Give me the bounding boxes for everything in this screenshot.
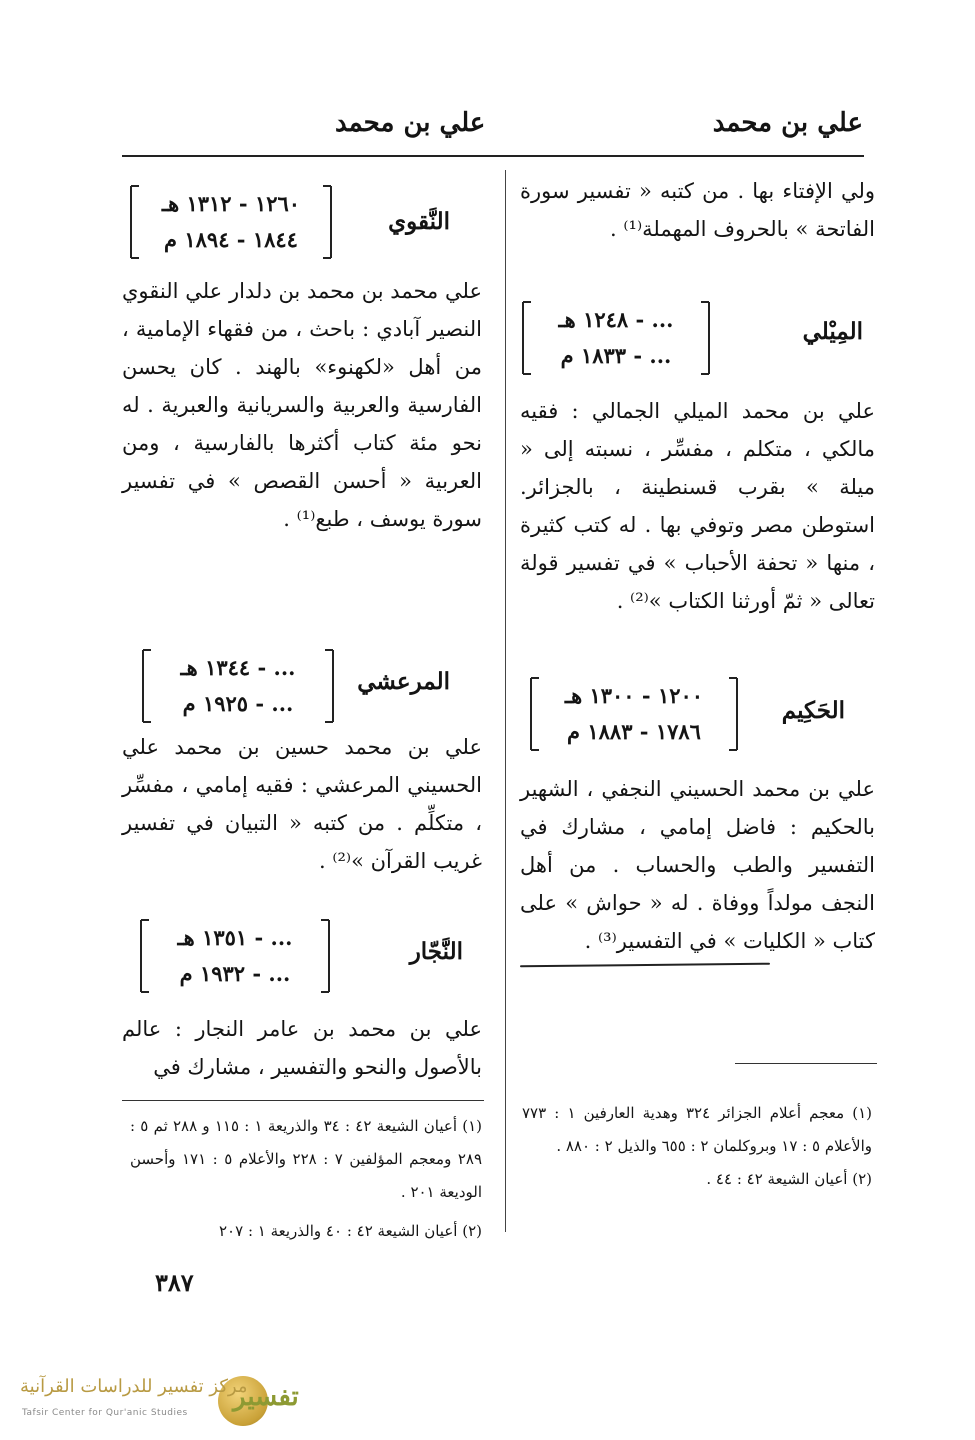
logo-word: تفسير <box>233 1382 299 1412</box>
footnote-rule-left <box>122 1100 484 1101</box>
footnote-1: (١) أعيان الشيعة ٤٢ : ٣٤ والذريعة ١ : ١١٥ و ٢٨٨ ثم ٥ : ٢٨٩ ومعجم المؤلفين ٧ : ٢٢٨ والأعلام ٥ : ١٧١ وأحسن الوديعة ٢٠١ . <box>130 1117 483 1201</box>
footnote-2: (٢) أعيان الشيعة ٤٢ : ٤٠ والذريعة ١ : ٢٠٧ <box>219 1222 482 1240</box>
footnotes-right <box>522 1097 872 1196</box>
date-box-hakim <box>530 678 738 750</box>
date-box-marashi <box>142 650 334 722</box>
footnotes-left <box>130 1110 482 1248</box>
footnote-2: (٢) أعيان الشيعة ٤٢ : ٤٤ . <box>706 1170 872 1188</box>
date-hijri: ... - ١٢٤٨ هـ <box>558 307 674 332</box>
date-gregorian: ... - ١٨٣٣ م <box>560 343 672 368</box>
entry-paragraph: علي بن محمد الحسيني النجفي ، الشهير بالحكيم : فاضل إمامي ، مشارك في التفسير والطب والحساب . من أهل النجف مولداً ووفاة . له « حواش » على كتاب « الكليات » في التفسير⁽³⁾ . <box>520 777 875 953</box>
entry-text-hakim <box>520 770 875 960</box>
entry-name-hakim: الحَكِيم <box>781 697 845 724</box>
intro-paragraph: ولي الإفتاء بها . من كتبه « تفسير سورة الفاتحة » بالحروف المهملة⁽¹⁾ . <box>520 179 875 241</box>
page-number: ٣٨٧ <box>155 1268 194 1297</box>
entry-text-mili <box>520 392 875 620</box>
date-gregorian: ... - ١٩٣٢ م <box>179 961 291 986</box>
date-box-najjar <box>140 920 330 992</box>
entry-name-mili: المِيْلي <box>802 318 863 345</box>
running-header-left: علي بن محمد <box>335 108 486 138</box>
date-gregorian: ... - ١٩٢٥ م <box>182 691 294 716</box>
header-rule <box>122 155 864 157</box>
footnote-rule-right <box>735 1063 877 1064</box>
entry-text-najjar <box>122 1010 482 1086</box>
running-header-right: علي بن محمد <box>712 108 863 138</box>
entry-name-marashi: المرعشي <box>357 668 450 695</box>
date-hijri: ... - ١٣٥١ هـ <box>177 925 293 950</box>
right-column-intro <box>520 172 875 248</box>
date-box-naqawi <box>130 186 332 258</box>
entry-paragraph: علي بن محمد بن عامر النجار : عالم بالأصول والنحو والتفسير ، مشارك في <box>122 1017 482 1079</box>
logo-english-name: Tafsir Center for Qur'anic Studies <box>22 1408 188 1418</box>
date-hijri: ١٢٦٠ - ١٣١٢ هـ <box>161 191 301 216</box>
date-gregorian: ١٧٨٦ - ١٨٨٣ م <box>567 719 701 744</box>
column-separator <box>505 170 506 1232</box>
entry-paragraph: علي بن محمد الميلي الجمالي : فقيه مالكي ، متكلم ، مفسِّر ، نسبته إلى « ميلة » بقرب قسنطينة ، بالجزائر. استوطن مصر وتوفي بها . له كتب كثيرة ، منها « تحفة الأحباب » في تفسير قولة تعالى « ثمّ أورثنا الكتاب »⁽²⁾ . <box>520 399 875 613</box>
entry-text-marashi <box>122 728 482 880</box>
publisher-logo <box>18 1370 298 1430</box>
logo-arabic-name: مركز تفسير للدراسات القرآنية <box>20 1376 248 1397</box>
entry-text-naqawi <box>122 272 482 538</box>
date-hijri: ... - ١٣٤٤ هـ <box>180 655 296 680</box>
entry-paragraph: علي محمد بن محمد بن دلدار علي النقوي النصير آبادي : باحث ، من فقهاء الإمامية ، من أهل «لكهنوء» بالهند . كان يحسن الفارسية والعربية والسريانية والعبرية . له نحو مئة كتاب أكثرها بالفارسية ، ومن العربية « أحسن القصص » في تفسير سورة يوسف ، طبع⁽¹⁾ . <box>122 279 482 531</box>
handwritten-underline <box>520 963 770 968</box>
footnote-1: (١) معجم أعلام الجزائر ٣٢٤ وهدية العارفين ١ : ٧٧٣ والأعلام ٥ : ١٧ وبروكلمان ٢ : ٦٥٥ والذيل ٢ : ٨٨٠ . <box>522 1104 872 1155</box>
entry-paragraph: علي بن محمد حسين بن محمد علي الحسيني المرعشي : فقيه إمامي ، مفسِّر ، متكلِّم . من كتبه « التبيان في تفسير غريب القرآن »⁽²⁾ . <box>122 735 482 873</box>
date-box-mili <box>522 302 710 374</box>
date-gregorian: ١٨٤٤ - ١٨٩٤ م <box>164 227 298 252</box>
entry-name-naqawi: النَّقوي <box>388 208 450 235</box>
entry-name-najjar: النَّجّار <box>409 938 463 965</box>
date-hijri: ١٢٠٠ - ١٣٠٠ هـ <box>564 683 704 708</box>
